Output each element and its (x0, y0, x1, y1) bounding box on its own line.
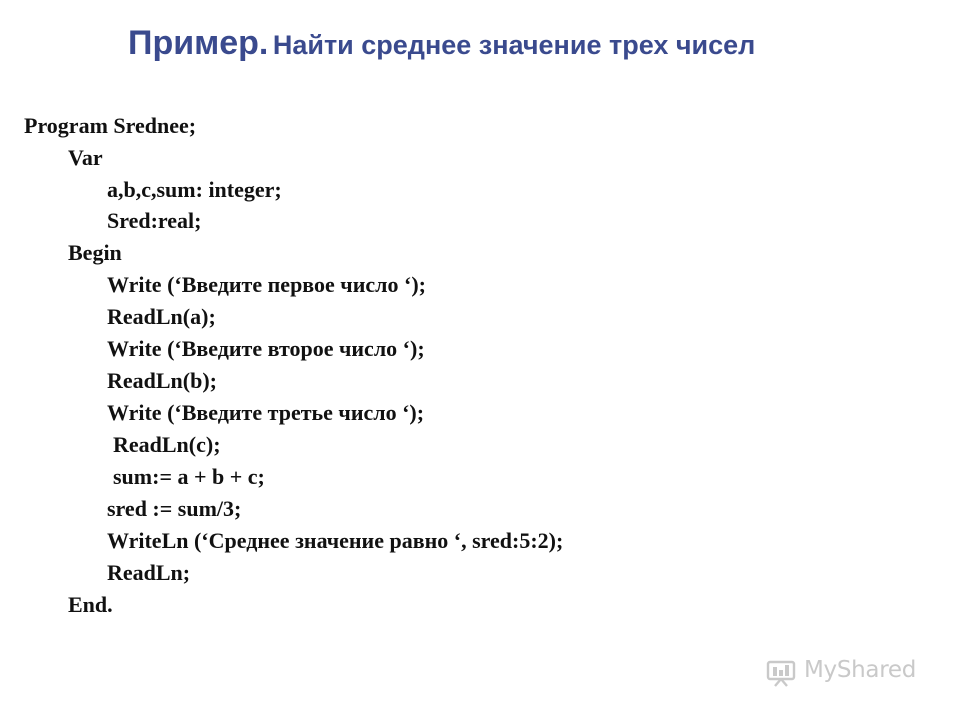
code-line: Program Srednee; (24, 113, 197, 138)
slide-title (128, 24, 908, 72)
code-line: Sred:real; (107, 208, 202, 233)
code-line: ReadLn; (107, 560, 191, 585)
code-line: sum:= a + b + c; (113, 464, 265, 489)
code-line: ReadLn(a); (107, 304, 216, 329)
code-line: Write (‘Введите второе число ‘); (107, 336, 425, 361)
code-line: Var (68, 145, 103, 170)
code-line: a,b,c,sum: integer; (107, 177, 282, 202)
code-line: ReadLn(b); (107, 368, 218, 393)
code-line: Begin (68, 240, 122, 265)
code-line: WriteLn (‘Среднее значение равно ‘, sred:5:2); (107, 528, 564, 553)
slide-title-sub: Найти среднее значение трех чисел (272, 30, 756, 60)
code-listing (0, 110, 940, 630)
code-line: sred := sum/3; (107, 496, 242, 521)
watermark (766, 655, 936, 691)
code-line: Write (‘Введите первое число ‘); (107, 272, 426, 297)
code-line: End. (68, 592, 113, 617)
slide-title-main: Пример. (128, 24, 269, 62)
presentation-board-icon (766, 659, 796, 687)
watermark-text: MyShared (804, 657, 917, 683)
code-line: ReadLn(c); (113, 432, 221, 457)
code-line: Write (‘Введите третье число ‘); (107, 400, 425, 425)
